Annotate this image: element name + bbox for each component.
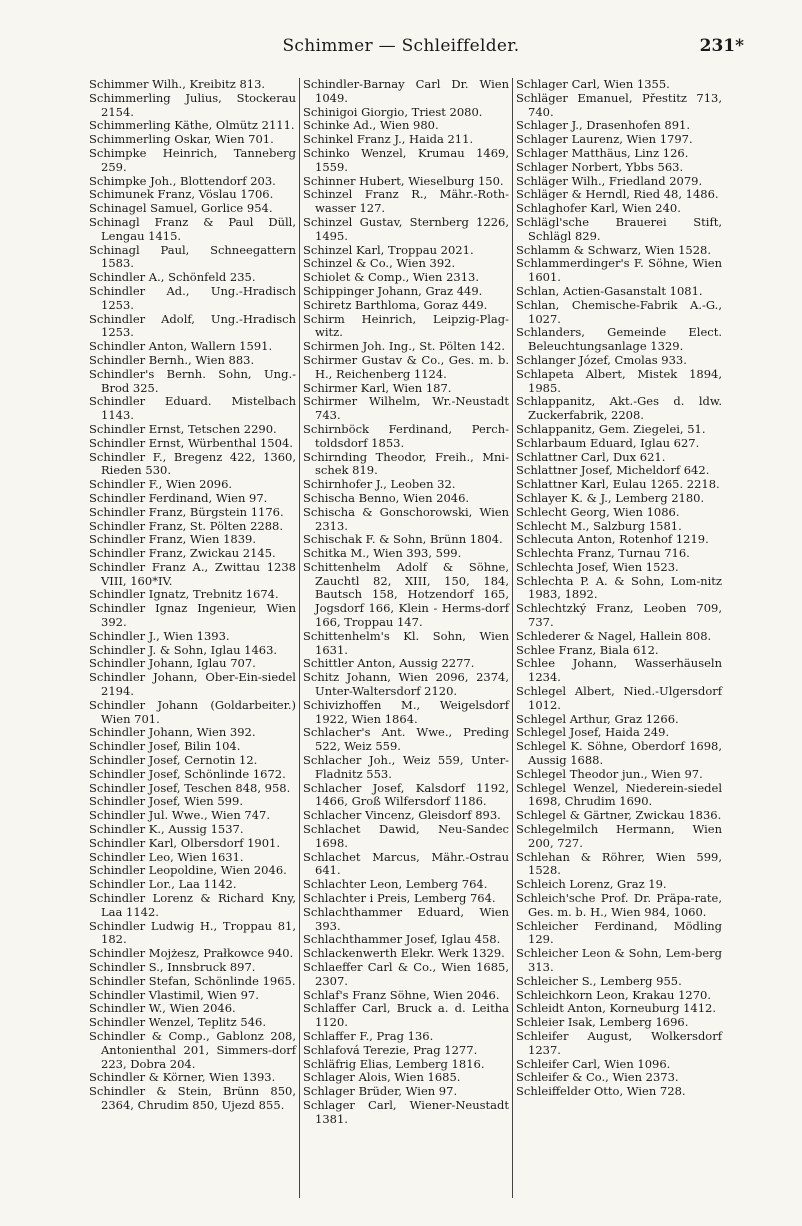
directory-entry: Schindler K., Aussig 1537. <box>89 822 244 837</box>
directory-entry: Schleicher Leon & Sohn, Lem-berg 313. <box>516 946 722 974</box>
directory-entry: Schlegel & Gärtner, Zwickau 1836. <box>516 808 722 823</box>
entry-columns <box>86 78 726 1198</box>
directory-entry: Schirnböck Ferdinand, Perch-toldsdorf 1853. <box>303 421 509 450</box>
directory-entry: Schindler Ad., Ung.-Hradisch 1253. <box>89 283 296 312</box>
directory-entry: Schlegel Theodor jun., Wien 97. <box>516 766 703 781</box>
directory-entry: Schindler Lorenz & Richard Kny, Laa 1142. <box>89 891 296 919</box>
directory-entry: Schlayer K. & J., Lemberg 2180. <box>516 490 705 505</box>
directory-entry: Schimpke Heinrich, Tanneberg 259. <box>89 145 296 174</box>
directory-entry: Schindler Leopoldine, Wien 2046. <box>89 863 287 878</box>
directory-entry: Schippinger Johann, Graz 449. <box>303 283 483 298</box>
page-number: 231* <box>699 36 744 56</box>
directory-entry: Schinagl Franz & Paul Düll, Lengau 1415. <box>89 214 296 243</box>
directory-entry: Schlederer & Nagel, Hallein 808. <box>516 628 712 643</box>
directory-entry: Schitz Johann, Wien 2096, 2374, Unter-Waltersdorf 2120. <box>303 670 509 699</box>
directory-entry: Schlegel Albert, Nied.-Ulgersdorf 1012. <box>516 684 722 712</box>
column-right <box>512 78 725 1198</box>
directory-entry: Schindler & Stein, Brünn 850, 2364, Chrudim 850, Ujezd 855. <box>89 1084 296 1112</box>
directory-entry: Schischa & Gonschorowski, Wien 2313. <box>303 504 509 533</box>
directory-entry: Schimpke Joh., Blottendorf 203. <box>89 173 276 188</box>
directory-entry: Schindler Franz A., Zwittau 1238 VIII, 160*IV. <box>89 559 296 588</box>
directory-entry: Schindler Ernst, Würbenthal 1504. <box>89 435 293 450</box>
directory-entry: Schlacher's Ant. Wwe., Preding 522, Weiz 559. <box>303 725 509 754</box>
directory-entry: Schindler Josef, Teschen 848, 958. <box>89 780 291 795</box>
directory-entry: Schindler J. & Sohn, Iglau 1463. <box>89 642 278 657</box>
running-title: Schimmer — Schleiffelder. <box>282 36 520 56</box>
directory-entry: Schlattner Karl, Eulau 1265. 2218. <box>516 477 720 492</box>
directory-entry: Schlanders, Gemeinde Elect. Beleuchtungsanlage 1329. <box>516 325 722 354</box>
directory-entry: Schleifer August, Wolkersdorf 1237. <box>516 1028 722 1057</box>
directory-entry: Schindler W., Wien 2046. <box>89 1001 236 1016</box>
directory-entry: Schlehan & Röhrer, Wien 599, 1528. <box>516 849 722 878</box>
directory-entry: Schlecuta Anton, Rotenhof 1219. <box>516 532 709 547</box>
directory-entry: Schirmen Joh. Ing., St. Pölten 142. <box>303 339 505 354</box>
directory-entry: Schirnhofer J., Leoben 32. <box>303 477 456 492</box>
directory-entry: Schittler Anton, Aussig 2277. <box>303 656 475 671</box>
directory-entry: Schindler Vlastimil, Wien 97. <box>89 987 259 1002</box>
directory-entry: Schlacher Josef, Kalsdorf 1192, 1466, Groß Wilfersdorf 1186. <box>303 780 509 809</box>
directory-entry: Schindler's Bernh. Sohn, Ung.-Brod 325. <box>89 366 296 395</box>
directory-entry: Schischak F. & Sohn, Brünn 1804. <box>303 532 503 547</box>
directory-entry: Schlegel K. Söhne, Oberdorf 1698, Aussig 1688. <box>516 739 722 768</box>
directory-entry: Schindler Franz, Zwickau 2145. <box>89 546 276 561</box>
directory-entry: Schlanger Józef, Cmolas 933. <box>516 352 687 367</box>
directory-entry: Schindler Eduard. Mistelbach 1143. <box>89 394 296 423</box>
directory-entry: Schiretz Barthloma, Goraz 449. <box>303 297 488 312</box>
directory-entry: Schlammerdinger's F. Söhne, Wien 1601. <box>516 256 722 285</box>
directory-entry: Schinko Wenzel, Krumau 1469, 1559. <box>303 145 509 174</box>
directory-entry: Schlachet Marcus, Mähr.-Ostrau 641. <box>303 849 509 878</box>
directory-entry: Schindler Franz, Bürgstein 1176. <box>89 504 284 519</box>
directory-entry: Schirm Heinrich, Leipzig-Plag-witz. <box>303 311 509 340</box>
directory-entry: Schlaeffer Carl & Co., Wien 1685, 2307. <box>303 960 509 988</box>
directory-entry: Schischa Benno, Wien 2046. <box>303 490 470 505</box>
directory-entry: Schinagel Samuel, Gorlice 954. <box>89 201 273 216</box>
directory-entry: Schinzel & Co., Wien 392. <box>303 256 456 271</box>
directory-entry: Schleiffelder Otto, Wien 728. <box>516 1084 686 1099</box>
directory-entry: Schittenhelm's Kl. Sohn, Wien 1631. <box>303 628 509 657</box>
directory-entry: Schlappanitz, Akt.-Ges d. ldw. Zuckerfabrik, 2208. <box>516 394 722 423</box>
directory-entry: Schlee Johann, Wasserhäuseln 1234. <box>516 656 722 685</box>
directory-entry: Schittenhelm Adolf & Söhne, Zauchtl 82, XIII, 150, 184, Bautsch 158, Hotzendorf 165, Jogsdorf 166, Klein - Herms-dorf 166, Troppau 147. <box>303 559 509 630</box>
directory-entry: Schivizhoffen M., Weigelsdorf 1922, Wien 1864. <box>303 697 509 726</box>
directory-entry: Schleicher S., Lemberg 955. <box>516 973 682 988</box>
directory-entry: Schleifer Carl, Wien 1096. <box>516 1056 671 1071</box>
page-header <box>0 36 802 58</box>
directory-entry: Schlager Laurenz, Wien 1797. <box>516 132 693 147</box>
directory-entry: Schlaghofer Karl, Wien 240. <box>516 201 681 216</box>
directory-entry: Schindler Johann, Wien 392. <box>89 725 256 740</box>
directory-entry: Schindler Josef, Schönlinde 1672. <box>89 766 286 781</box>
directory-entry: Schlecht M., Salzburg 1581. <box>516 518 682 533</box>
directory-entry: Schindler Josef, Wien 599. <box>89 794 243 809</box>
directory-entry: Schlager Norbert, Ybbs 563. <box>516 159 684 174</box>
directory-entry: Schlamm & Schwarz, Wien 1528. <box>516 242 711 257</box>
column-middle <box>299 78 512 1198</box>
directory-entry: Schlafová Terezie, Prag 1277. <box>303 1042 478 1057</box>
directory-entry: Schlacher Joh., Weiz 559, Unter-Fladnitz 553. <box>303 753 509 781</box>
directory-entry: Schindler-Barnay Carl Dr. Wien 1049. <box>303 77 509 105</box>
directory-entry: Schlapeta Albert, Mistek 1894, 1985. <box>516 366 722 395</box>
directory-entry: Schindler Mojżesz, Prałkowce 940. <box>89 946 294 961</box>
directory-entry: Schleichkorn Leon, Krakau 1270. <box>516 987 712 1002</box>
directory-entry: Schlechta P. A. & Sohn, Lom-nitz 1983, 1892. <box>516 573 722 602</box>
directory-entry: Schlaffer Carl, Bruck a. d. Leitha 1120. <box>303 1001 509 1030</box>
directory-entry: Schlecht Georg, Wien 1086. <box>516 504 680 519</box>
directory-entry: Schläfrig Elias, Lemberg 1816. <box>303 1056 485 1071</box>
directory-entry: Schläger & Herndl, Ried 48, 1486. <box>516 187 719 202</box>
directory-entry: Schirmer Gustav & Co., Ges. m. b. H., Reichenberg 1124. <box>303 352 509 381</box>
directory-entry: Schindler Ernst, Tetschen 2290. <box>89 421 277 436</box>
directory-entry: Schlechta Franz, Turnau 716. <box>516 546 690 561</box>
directory-entry: Schlechtzký Franz, Leoben 709, 737. <box>516 601 722 630</box>
directory-entry: Schindler Franz, Wien 1839. <box>89 532 257 547</box>
directory-entry: Schimmerling Julius, Stockerau 2154. <box>89 90 296 119</box>
directory-entry: Schlegel Wenzel, Niederein-siedel 1698, Chrudim 1690. <box>516 780 722 809</box>
directory-entry: Schlager Brüder, Wien 97. <box>303 1084 458 1099</box>
directory-entry: Schlackenwerth Elekr. Werk 1329. <box>303 946 505 961</box>
directory-entry: Schirmer Karl, Wien 187. <box>303 380 452 395</box>
directory-entry: Schläger Wilh., Friedland 2079. <box>516 173 703 188</box>
directory-entry: Schlee Franz, Biala 612. <box>516 642 659 657</box>
directory-entry: Schlachthammer Josef, Iglau 458. <box>303 932 501 947</box>
directory-entry: Schindler Karl, Olbersdorf 1901. <box>89 835 281 850</box>
directory-entry: Schlager Alois, Wien 1685. <box>303 1070 461 1085</box>
directory-entry: Schindler Jul. Wwe., Wien 747. <box>89 808 271 823</box>
directory-entry: Schlacher Vincenz, Gleisdorf 893. <box>303 808 501 823</box>
directory-entry: Schlaffer F., Prag 136. <box>303 1028 434 1043</box>
directory-entry: Schlachter Leon, Lemberg 764. <box>303 877 488 892</box>
directory-entry: Schindler J., Wien 1393. <box>89 628 230 643</box>
directory-entry: Schindler Johann, Ober-Ein-siedel 2194. <box>89 670 296 699</box>
directory-entry: Schleich Lorenz, Graz 19. <box>516 877 667 892</box>
directory-entry: Schindler Johann, Iglau 707. <box>89 656 256 671</box>
directory-entry: Schimmerling Oskar, Wien 701. <box>89 132 274 147</box>
directory-entry: Schleier Isak, Lemberg 1696. <box>516 1015 689 1030</box>
directory-entry: Schlarbaum Eduard, Iglau 627. <box>516 435 700 450</box>
directory-entry: Schleich'sche Prof. Dr. Präpa-rate, Ges. m. b. H., Wien 984, 1060. <box>516 891 722 919</box>
directory-entry: Schlaf's Franz Söhne, Wien 2046. <box>303 987 500 1002</box>
directory-entry: Schindler Ignaz Ingenieur, Wien 392. <box>89 601 296 630</box>
directory-entry: Schinagl Paul, Schneegattern 1583. <box>89 242 296 271</box>
directory-entry: Schindler Josef, Cernotin 12. <box>89 753 258 768</box>
directory-entry: Schinigoi Giorgio, Triest 2080. <box>303 104 483 119</box>
directory-entry: Schindler F., Bregenz 422, 1360, Rieden 530. <box>89 449 296 478</box>
directory-entry: Schindler S., Innsbruck 897. <box>89 960 256 974</box>
directory-entry: Schindler Leo, Wien 1631. <box>89 849 244 864</box>
directory-entry: Schindler Adolf, Ung.-Hradisch 1253. <box>89 311 296 340</box>
directory-entry: Schirmer Wilhelm, Wr.-Neustadt 743. <box>303 394 509 423</box>
directory-entry: Schlan, Chemische-Fabrik A.-G., 1027. <box>516 297 722 326</box>
directory-entry: Schlager J., Drasenhofen 891. <box>516 118 691 133</box>
directory-entry: Schimmer Wilh., Kreibitz 813. <box>89 77 266 91</box>
directory-entry: Schinner Hubert, Wieselburg 150. <box>303 173 504 188</box>
directory-entry: Schindler Anton, Wallern 1591. <box>89 339 273 354</box>
directory-entry: Schindler Stefan, Schönlinde 1965. <box>89 973 296 988</box>
directory-entry: Schlägl'sche Brauerei Stift, Schlägl 829. <box>516 214 722 243</box>
directory-entry: Schlattner Carl, Dux 621. <box>516 449 666 464</box>
directory-entry: Schindler Franz, St. Pölten 2288. <box>89 518 284 533</box>
directory-entry: Schlegelmilch Hermann, Wien 200, 727. <box>516 822 722 850</box>
directory-entry: Schindler & Körner, Wien 1393. <box>89 1070 276 1085</box>
directory-entry: Schlager Carl, Wiener-Neustadt 1381. <box>303 1097 509 1126</box>
directory-entry: Schindler Josef, Bilin 104. <box>89 739 241 754</box>
directory-entry: Schleifer & Co., Wien 2373. <box>516 1070 679 1085</box>
directory-entry: Schindler A., Schönfeld 235. <box>89 270 256 285</box>
directory-entry: Schlachthammer Eduard, Wien 393. <box>303 904 509 933</box>
directory-entry: Schlappanitz, Gem. Ziegelei, 51. <box>516 421 706 436</box>
directory-entry: Schindler F., Wien 2096. <box>89 477 233 492</box>
directory-entry: Schlager Carl, Wien 1355. <box>516 77 670 91</box>
directory-entry: Schindler Ferdinand, Wien 97. <box>89 490 268 505</box>
directory-entry: Schlegel Josef, Haida 249. <box>516 725 670 740</box>
directory-entry: Schläger Emanuel, Přestitz 713, 740. <box>516 90 722 119</box>
directory-entry: Schlattner Josef, Micheldorf 642. <box>516 463 710 478</box>
directory-entry: Schleidt Anton, Korneuburg 1412. <box>516 1001 717 1016</box>
directory-entry: Schlan, Actien-Gasanstalt 1081. <box>516 283 703 298</box>
directory-entry: Schlachet Dawid, Neu-Sandec 1698. <box>303 822 509 850</box>
directory-entry: Schindler Ignatz, Trebnitz 1674. <box>89 587 279 602</box>
directory-entry: Schindler Wenzel, Teplitz 546. <box>89 1015 266 1030</box>
column-left <box>86 78 299 1198</box>
directory-entry: Schlachter i Preis, Lemberg 764. <box>303 891 496 906</box>
directory-entry: Schlager Matthäus, Linz 126. <box>516 145 689 160</box>
directory-entry: Schinke Ad., Wien 980. <box>303 118 439 133</box>
directory-entry: Schlegel Arthur, Graz 1266. <box>516 711 679 726</box>
directory-entry: Schindler Ludwig H., Troppau 81, 182. <box>89 918 296 947</box>
directory-entry: Schindler Johann (Goldarbeiter.) Wien 701. <box>89 697 296 726</box>
directory-entry: Schimunek Franz, Vöslau 1706. <box>89 187 274 202</box>
directory-entry: Schinzel Karl, Troppau 2021. <box>303 242 474 257</box>
directory-entry: Schirnding Theodor, Freih., Mni-schek 819. <box>303 449 509 478</box>
directory-entry: Schlechta Josef, Wien 1523. <box>516 559 679 574</box>
directory-entry: Schindler Lor., Laa 1142. <box>89 877 237 892</box>
directory-entry: Schindler Bernh., Wien 883. <box>89 352 255 367</box>
directory-entry: Schinkel Franz J., Haida 211. <box>303 132 474 147</box>
directory-entry: Schiolet & Comp., Wien 2313. <box>303 270 480 285</box>
directory-entry: Schimmerling Käthe, Olmütz 2111. <box>89 118 295 133</box>
directory-entry: Schinzel Franz R., Mähr.-Roth-wasser 127. <box>303 187 509 216</box>
directory-entry: Schindler & Comp., Gablonz 208, Antonienthal 201, Simmers-dorf 223, Dobra 204. <box>89 1028 296 1071</box>
directory-entry: Schleicher Ferdinand, Mödling 129. <box>516 918 722 947</box>
directory-entry: Schinzel Gustav, Sternberg 1226, 1495. <box>303 214 509 243</box>
directory-entry: Schitka M., Wien 393, 599. <box>303 546 462 561</box>
